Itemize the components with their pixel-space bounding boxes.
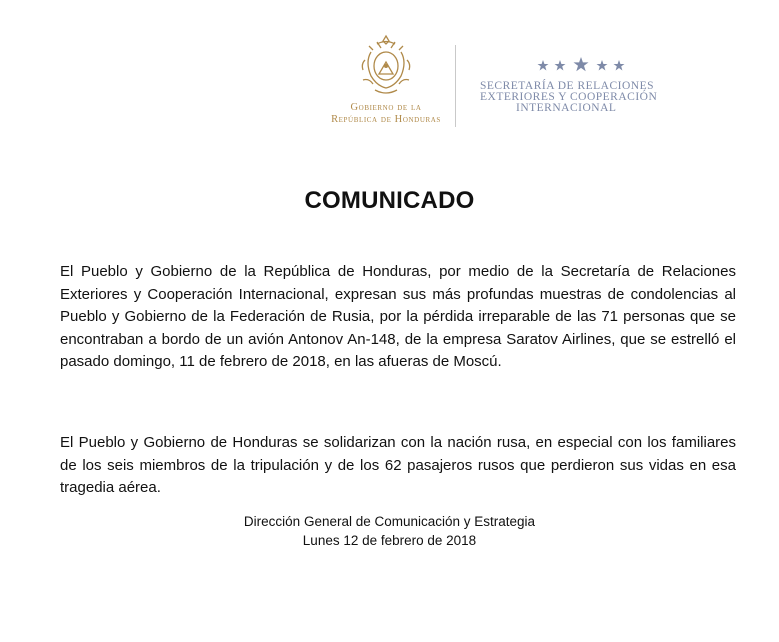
government-logo	[330, 30, 442, 130]
stars-icon	[536, 56, 626, 74]
signature-department: Dirección General de Comunicación y Estrategia	[243, 514, 536, 529]
ministry-name-line1: SECRETARÍA DE RELACIONES	[480, 80, 654, 92]
ministry-name	[480, 81, 680, 114]
ministry-name-line2: EXTERIORES Y COOPERACIÓN	[480, 91, 658, 103]
government-name	[330, 102, 442, 126]
paragraph-solidarity: El Pueblo y Gobierno de Honduras se solidarizan con la nación rusa, en especial con los familiares de los seis miembros de la tripulación y de los 62 pasajeros rusos que perdieron sus vidas en esa tragedia aérea.	[60, 434, 736, 496]
letterhead	[0, 0, 779, 140]
signature-date: Lunes 12 de febrero de 2018	[302, 533, 477, 548]
coat-of-arms-icon	[351, 30, 421, 100]
paragraph-condolences: El Pueblo y Gobierno de la República de Honduras, por medio de la Secretaría de Relaciones Exteriores y Cooperación Internacional, expresan sus más profundas muestras de condolencias al Pueblo y Gobierno de la Federación de Rusia, por la pérdida irreparable de las 71 personas que se encontraban a bordo de un avión Antonov An-148, de la empresa Saratov Airlines, que se estrelló el pasado domingo, 11 de febrero de 2018, en las afueras de Moscú.	[60, 263, 736, 370]
signature-block	[0, 512, 779, 550]
document-title: COMUNICADO	[304, 187, 475, 214]
government-name-line1: Gobierno de la	[350, 102, 422, 113]
ministry-name-line3: INTERNACIONAL	[516, 102, 617, 114]
ministry-logo	[480, 56, 680, 114]
government-name-line2: República de Honduras	[331, 114, 441, 125]
header-divider	[455, 45, 456, 127]
